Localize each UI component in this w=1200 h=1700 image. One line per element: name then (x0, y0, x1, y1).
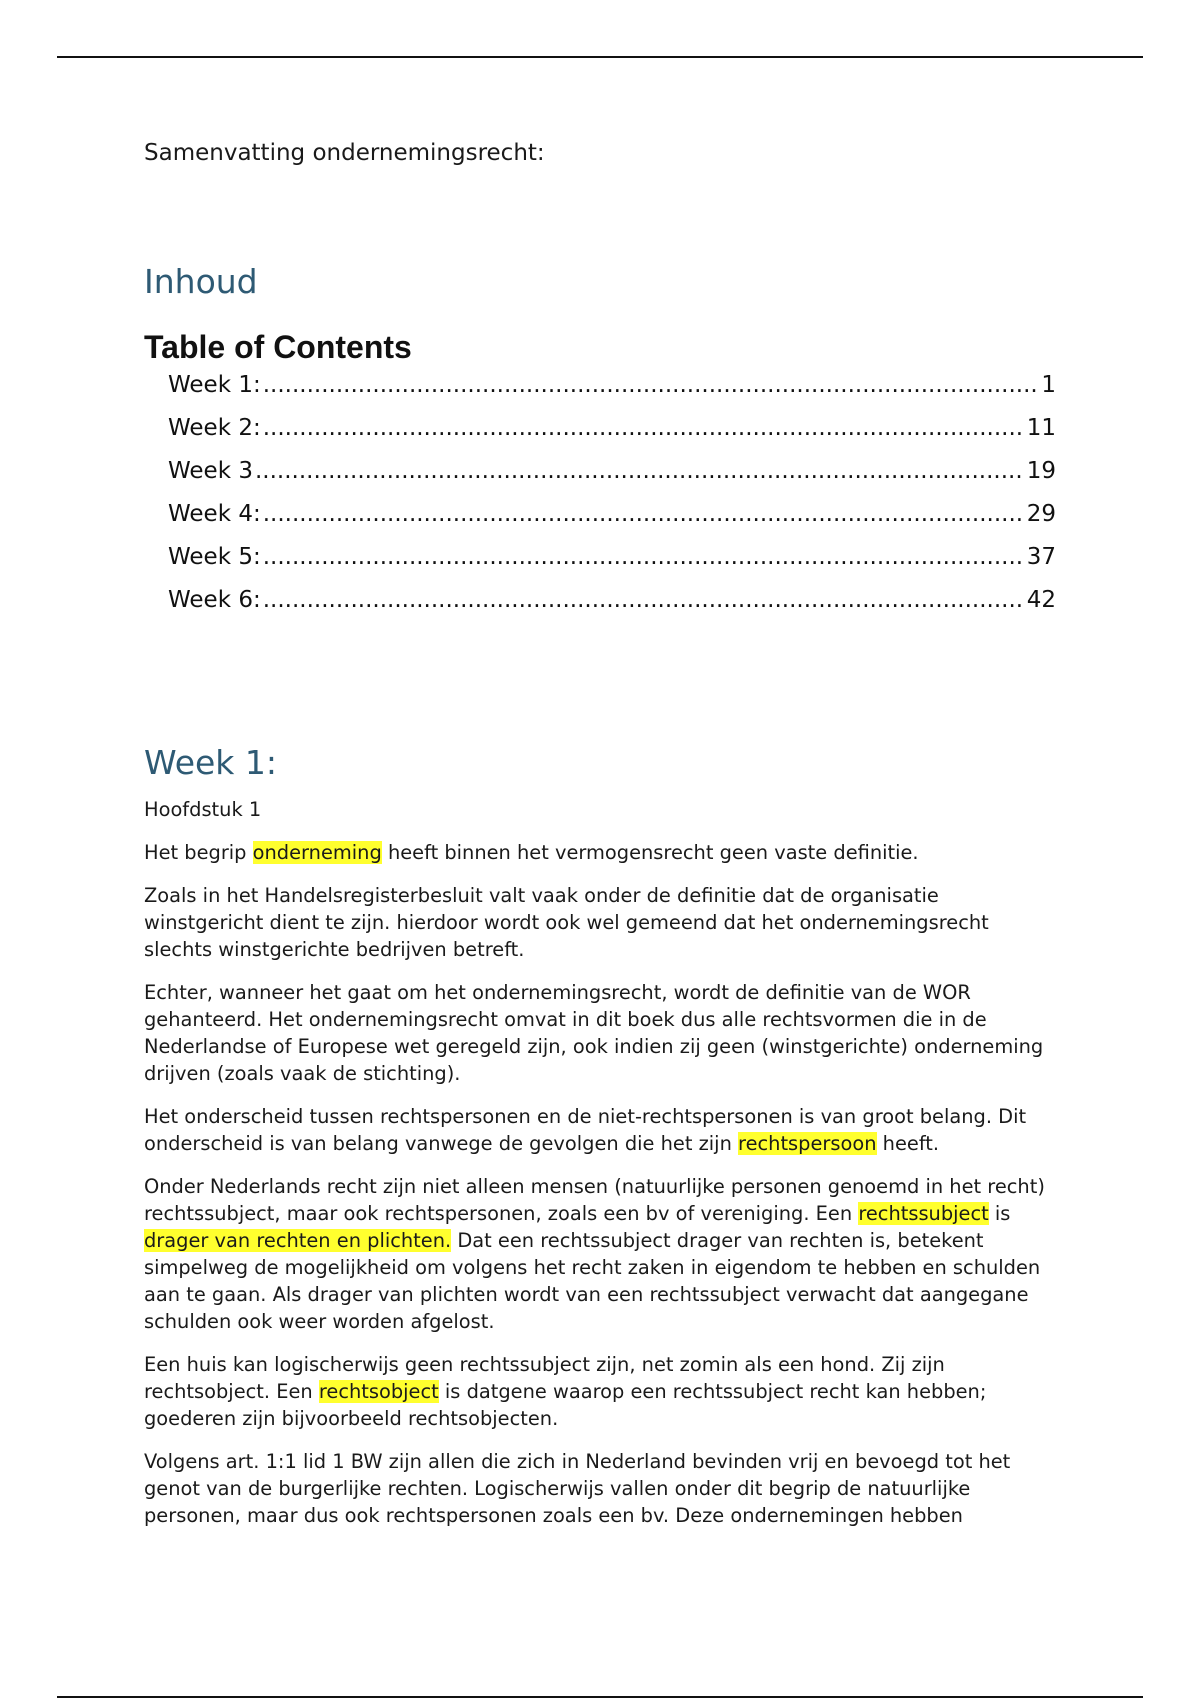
chapter-label: Hoofdstuk 1 (144, 798, 262, 821)
toc-entry-page: 42 (1026, 587, 1056, 613)
text-run: Het onderscheid tussen rechtspersonen en de niet-rechtspersonen is van groot belang. Dit onderscheid is van belang vanwege de gevolgen die het zijn (144, 1105, 1027, 1155)
highlight-onderneming: onderneming (252, 841, 382, 864)
toc-leader-dots (255, 458, 1025, 484)
toc-leader-dots (263, 501, 1025, 527)
paragraph-2: Zoals in het Handelsregisterbesluit valt vaak onder de definitie dat de organisatie winstgericht dient te zijn. hierdoor wordt ook wel gemeend dat het ondernemingsrecht slechts winstgerichte bedrijven betreft. (144, 884, 989, 961)
toc-entry-page: 19 (1026, 458, 1056, 484)
toc-entry-week-1[interactable] (168, 372, 1056, 415)
toc-entry-label: Week 6: (168, 587, 261, 613)
document-title: Samenvatting ondernemingsrecht: (144, 140, 545, 166)
inhoud-heading: Inhoud (144, 262, 258, 301)
paragraph-1 (144, 839, 1059, 866)
toc-heading: Table of Contents (144, 329, 412, 365)
highlight-drager-van-rechten: drager van rechten en plichten. (144, 1229, 452, 1252)
text-run: is datgene waarop een rechtssubject recht kan hebben; goederen zijn bijvoorbeeld rechtsobjecten. (144, 1380, 987, 1430)
body-text (144, 796, 1059, 1545)
paragraph-4 (144, 1103, 1059, 1157)
toc-entry-page: 1 (1041, 372, 1056, 398)
toc-leader-dots (263, 415, 1025, 441)
toc-entry-label: Week 2: (168, 415, 261, 441)
paragraph-5 (144, 1173, 1059, 1335)
highlight-rechtspersoon: rechtspersoon (738, 1132, 877, 1155)
toc-leader-dots (263, 587, 1025, 613)
paragraph-6 (144, 1351, 1059, 1432)
toc-entry-page: 29 (1026, 501, 1056, 527)
week-1-heading: Week 1: (144, 743, 278, 782)
top-rule (57, 56, 1143, 58)
toc-entry-label: Week 5: (168, 544, 261, 570)
toc-leader-dots (263, 544, 1025, 570)
toc-entry-week-5[interactable] (168, 544, 1056, 587)
paragraph-3: Echter, wanneer het gaat om het ondernemingsrecht, wordt de definitie van de WOR gehanteerd. Het ondernemingsrecht omvat in dit boek dus alle rechtsvormen die in de Nederlandse of Europese wet geregeld zijn, ook indien zij geen (winstgerichte) onderneming drijven (zoals vaak de stichting). (144, 981, 1044, 1085)
text-run: Een huis kan logischerwijs geen rechtssubject zijn, net zomin als een hond. Zij zijn rechtsobject. Een (144, 1353, 945, 1403)
bottom-rule (57, 1696, 1143, 1698)
toc-entry-label: Week 3 (168, 458, 253, 484)
toc-entry-week-6[interactable] (168, 587, 1056, 630)
toc-entry-week-2[interactable] (168, 415, 1056, 458)
text-run: is (988, 1202, 1011, 1225)
toc-entry-label: Week 1: (168, 372, 261, 398)
toc-entry-page: 37 (1026, 544, 1056, 570)
toc-entry-week-3[interactable] (168, 458, 1056, 501)
text-run: Het begrip (144, 841, 253, 864)
highlight-rechtsobject: rechtsobject (318, 1380, 439, 1403)
highlight-rechtssubject: rechtssubject (858, 1202, 989, 1225)
text-run: Dat een rechtssubject drager van rechten is, betekent simpelweg de mogelijkheid om volgens het recht zaken in eigendom te hebben en schulden aan te gaan. Als drager van plichten wordt van een rechtssubject verwacht dat aangegane schulden ook weer worden afgelost. (144, 1229, 1041, 1333)
toc-leader-dots (263, 372, 1040, 398)
table-of-contents (168, 372, 1056, 630)
text-run: heeft. (876, 1132, 940, 1155)
paragraph-7: Volgens art. 1:1 lid 1 BW zijn allen die zich in Nederland bevinden vrij en bevoegd tot het genot van de burgerlijke rechten. Logischerwijs vallen onder dit begrip de natuurlijke personen, maar dus ook rechtspersonen zoals een bv. Deze ondernemingen hebben (144, 1450, 1011, 1527)
text-run: heeft binnen het vermogensrecht geen vaste definitie. (381, 841, 919, 864)
text-run: Onder Nederlands recht zijn niet alleen mensen (natuurlijke personen genoemd in het recht) rechtssubject, maar ook rechtspersonen, zoals een bv of vereniging. Een (144, 1175, 1045, 1225)
toc-entry-page: 11 (1026, 415, 1056, 441)
toc-entry-week-4[interactable] (168, 501, 1056, 544)
toc-entry-label: Week 4: (168, 501, 261, 527)
